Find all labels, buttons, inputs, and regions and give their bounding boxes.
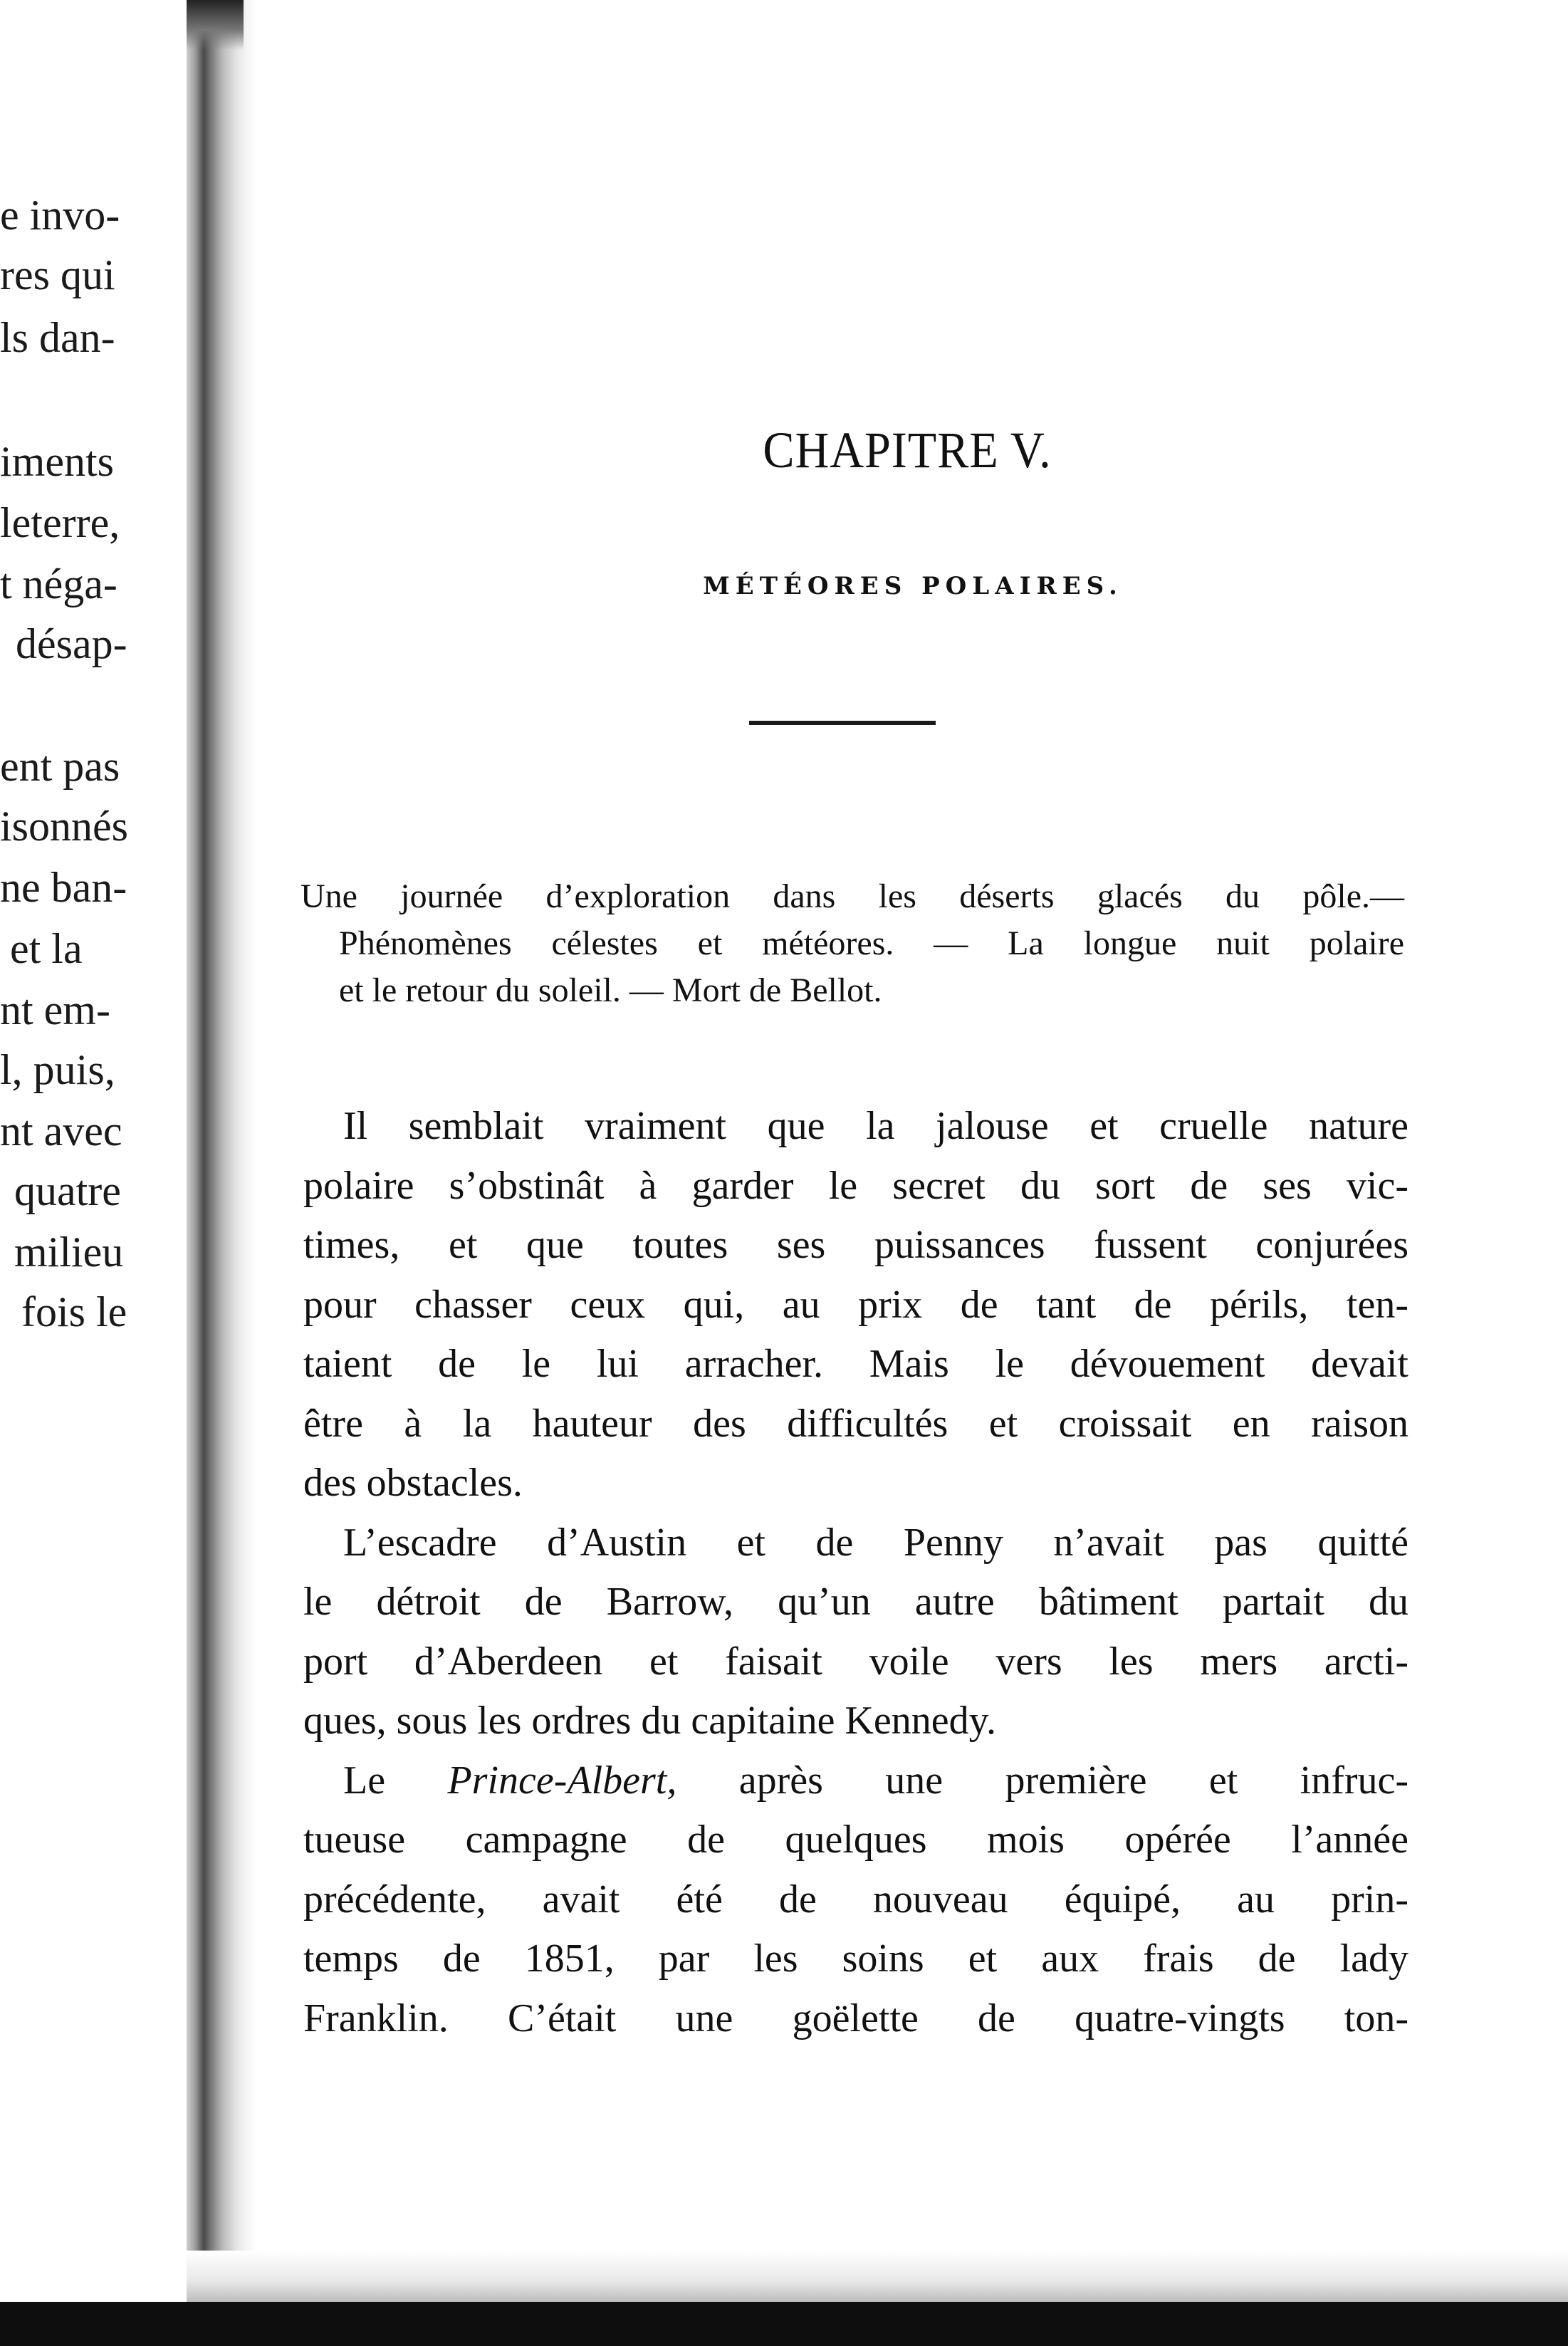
left-page-line: nt em- xyxy=(0,986,110,1033)
body-line: ques, sous les ordres du capitaine Kennedy. xyxy=(303,1699,996,1743)
chapter-subtitle: MÉTÉORES POLAIRES. xyxy=(703,572,1123,600)
body-line: Franklin. C’était une goëlette de quatre-vingts ton- xyxy=(303,1996,1408,2040)
scan-border xyxy=(0,2302,1568,2346)
left-page-line: t néga- xyxy=(0,561,117,608)
book-page xyxy=(258,0,1568,2251)
body-line: temps de 1851, par les soins et aux frais de lady xyxy=(303,1936,1408,1981)
left-page-line: ne ban- xyxy=(0,864,127,911)
summary-line: Une journée d’exploration dans les déserts glacés du pôle.— xyxy=(300,877,1404,915)
chapter-summary xyxy=(300,873,1404,1014)
body-line: précédente, avait été de nouveau équipé, au prin- xyxy=(303,1877,1408,1922)
body-word: Le xyxy=(343,1758,386,1803)
left-page-line: désap- xyxy=(16,620,127,667)
body-text xyxy=(303,1097,1408,2048)
left-page-line: res qui xyxy=(0,251,115,298)
left-page-line: isonnés xyxy=(0,803,128,850)
book-gutter xyxy=(187,0,258,2315)
body-word: après une première et infruc- xyxy=(738,1758,1409,1803)
body-line: tueuse campagne de quelques mois opérée l’année xyxy=(303,1818,1408,1862)
left-page-line: fois le xyxy=(21,1288,127,1335)
left-page-line: iments xyxy=(0,438,114,485)
body-line: Il semblait vraiment que la jalouse et cruelle nature xyxy=(343,1104,1408,1148)
body-line: times, et que toutes ses puissances fussent conjurées xyxy=(303,1223,1408,1267)
body-line: L’escadre d’Austin et de Penny n’avait pas quitté xyxy=(343,1520,1408,1565)
body-line: des obstacles. xyxy=(303,1461,523,1505)
previous-page-fragment xyxy=(0,0,194,2300)
left-page-line: nt avec xyxy=(0,1107,122,1154)
body-line: le détroit de Barrow, qu’un autre bâtiment partait du xyxy=(303,1580,1408,1624)
chapter-title: CHAPITRE V. xyxy=(763,422,1052,479)
left-page-line: leterre, xyxy=(0,499,120,546)
body-line: être à la hauteur des difficultés et croissait en raison xyxy=(303,1401,1408,1446)
body-line xyxy=(303,1751,1408,1811)
body-line: taient de le lui arracher. Mais le dévouement devait xyxy=(303,1342,1408,1386)
summary-line: Phénomènes célestes et météores. — La longue nuit polaire xyxy=(339,924,1404,962)
ship-name: Prince-Albert, xyxy=(447,1758,677,1803)
left-page-line: l, puis, xyxy=(0,1046,115,1093)
summary-line: et le retour du soleil. — Mort de Bellot. xyxy=(339,971,882,1009)
left-page-line: e invo- xyxy=(0,192,120,239)
left-page-line: et la xyxy=(10,925,83,972)
body-line: polaire s’obstinât à garder le secret du sort de ses vic- xyxy=(303,1163,1408,1208)
page-bottom-edge xyxy=(187,2251,1568,2302)
section-divider xyxy=(749,721,936,725)
left-page-line: milieu xyxy=(14,1229,124,1276)
body-line: pour chasser ceux qui, au prix de tant de périls, ten- xyxy=(303,1282,1408,1327)
left-page-line: ent pas xyxy=(0,743,120,790)
gutter-shadow xyxy=(187,0,244,50)
left-page-line: quatre xyxy=(14,1167,121,1214)
body-line: port d’Aberdeen et faisait voile vers les mers arcti- xyxy=(303,1639,1408,1684)
left-page-line: ls dan- xyxy=(0,314,115,361)
